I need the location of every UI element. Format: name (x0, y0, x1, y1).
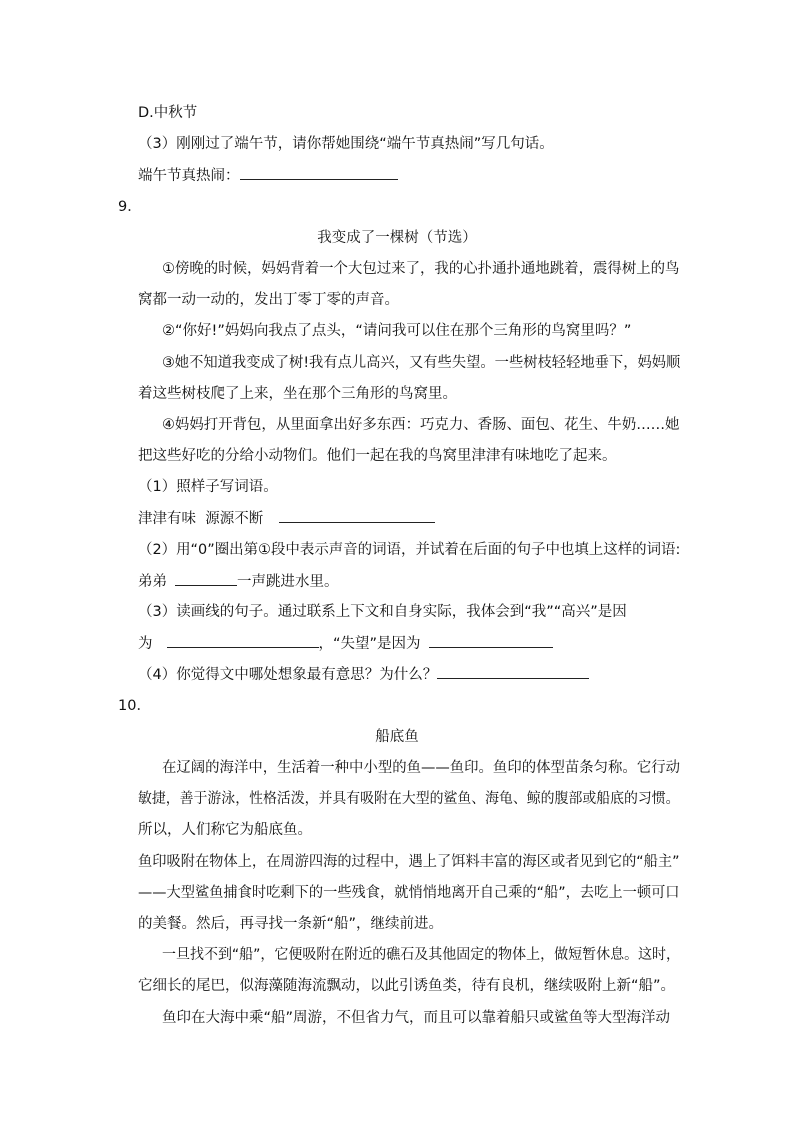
q8-sub3-answer-line (138, 165, 398, 186)
q10-para3-line1: 一旦找不到“船”，它便吸附在附近的礁石及其他固定的物体上，做短暂休息。这时， (162, 947, 681, 963)
q9-sub1-answer-line (138, 508, 435, 529)
q9-sub4-blank[interactable] (437, 664, 589, 679)
q10-para4-line1: 鱼印在大海中乘“船”周游，不但省力气，而且可以靠着船只或鲨鱼等大型海洋动 (162, 1010, 671, 1026)
q9-para2-line1: ②“你好!”妈妈向我点了点头，“请问我可以住在那个三角形的鸟窝里吗？” (162, 323, 632, 339)
q8-sub3-prompt: （3）刚刚过了端午节，请你帮她围绕“端午节真热闹”写几句话。 (138, 136, 554, 152)
q9-para3-line1: ③她不知道我变成了树!我有点儿高兴，又有些失望。一些树枝轻轻地垂下，妈妈顺 (162, 355, 681, 371)
q8-sub3-lead: 端午节真热闹： (138, 168, 240, 184)
q9-sub2-answer-line (138, 571, 339, 592)
q10-para3-line2: 它细长的尾巴，似海藻随海流飘动，以此引诱鱼类，待有良机，继续吸附上新“船”。 (138, 978, 676, 994)
q9-sub2-blank[interactable] (175, 571, 237, 586)
q9-sub3-blank-2[interactable] (429, 633, 553, 648)
option-d: D.中秋节 (138, 105, 198, 121)
q10-title: 船底鱼 (375, 729, 419, 745)
q9-para4-line1: ④妈妈打开背包，从里面拿出好多东西：巧克力、香肠、面包、花生、牛奶……她 (162, 417, 680, 433)
q9-sub2-post: 一声跳进水里。 (237, 574, 339, 590)
q9-sub4-prompt: （4）你觉得文中哪处想象最有意思？为什么？ (138, 667, 438, 683)
q9-sub3-pre: 为 (138, 636, 153, 652)
q10-number: 10． (118, 698, 151, 714)
q10-para1-line1: 在辽阔的海洋中，生活着一种中小型的鱼——鱼印。鱼印的体型苗条匀称。它行动 (162, 760, 680, 776)
q10-para1-line2: 敏捷，善于游泳，性格活泼，并具有吸附在大型的鲨鱼、海龟、鲸的腹部或船底的习惯。 (138, 791, 680, 807)
q9-sub2-pre: 弟弟 (138, 574, 167, 590)
q10-para1-line3: 所以，人们称它为船底鱼。 (138, 822, 312, 838)
q8-sub3-blank[interactable] (240, 165, 398, 180)
q9-sub3-answer-line (138, 633, 553, 654)
q9-para3-line2: 着这些树枝爬了上来，坐在那个三角形的鸟窝里。 (138, 386, 457, 402)
q10-para2-line2: ——大型鲨鱼捕食时吃剩下的一些残食，就悄悄地离开自己乘的“船”，去吃上一顿可口 (138, 885, 680, 901)
q9-para4-line2: 把这些好吃的分给小动物们。他们一起在我的鸟窝里津津有味地吃了起来。 (138, 448, 617, 464)
q9-sub3-mid: ，“失望”是因为 (318, 636, 421, 652)
q9-sub2-prompt: （2）用“0”圈出第①段中表示声音的词语，并试着在后面的句子中也填上这样的词语: (138, 542, 681, 558)
q9-sub3-line1: （3）读画线的句子。通过联系上下文和自身实际，我体会到“我”“高兴”是因 (138, 604, 627, 620)
q9-sub3-blank-1[interactable] (167, 633, 319, 648)
q9-sub1-prompt: （1）照样子写词语。 (138, 479, 278, 495)
q9-para1-line1: ①傍晚的时候，妈妈背着一个大包过来了，我的心扑通扑通地跳着，震得树上的鸟 (162, 261, 680, 277)
q9-sub1-blank[interactable] (279, 508, 435, 523)
q9-sub1-example: 津津有味 源源不断 (138, 511, 264, 527)
q9-number: 9． (118, 199, 142, 215)
q9-para1-line2: 窝都一动一动的，发出丁零丁零的声音。 (138, 292, 399, 308)
q10-para2-line1: 鱼印吸附在物体上，在周游四海的过程中，遇上了饵料丰富的海区或者见到它的“船主” (138, 854, 680, 870)
q9-title: 我变成了一棵树（节选） (317, 230, 477, 246)
q9-sub4-answer-line (138, 664, 589, 685)
q10-para2-line3: 的美餐。然后，再寻找一条新“船”，继续前进。 (138, 916, 444, 932)
